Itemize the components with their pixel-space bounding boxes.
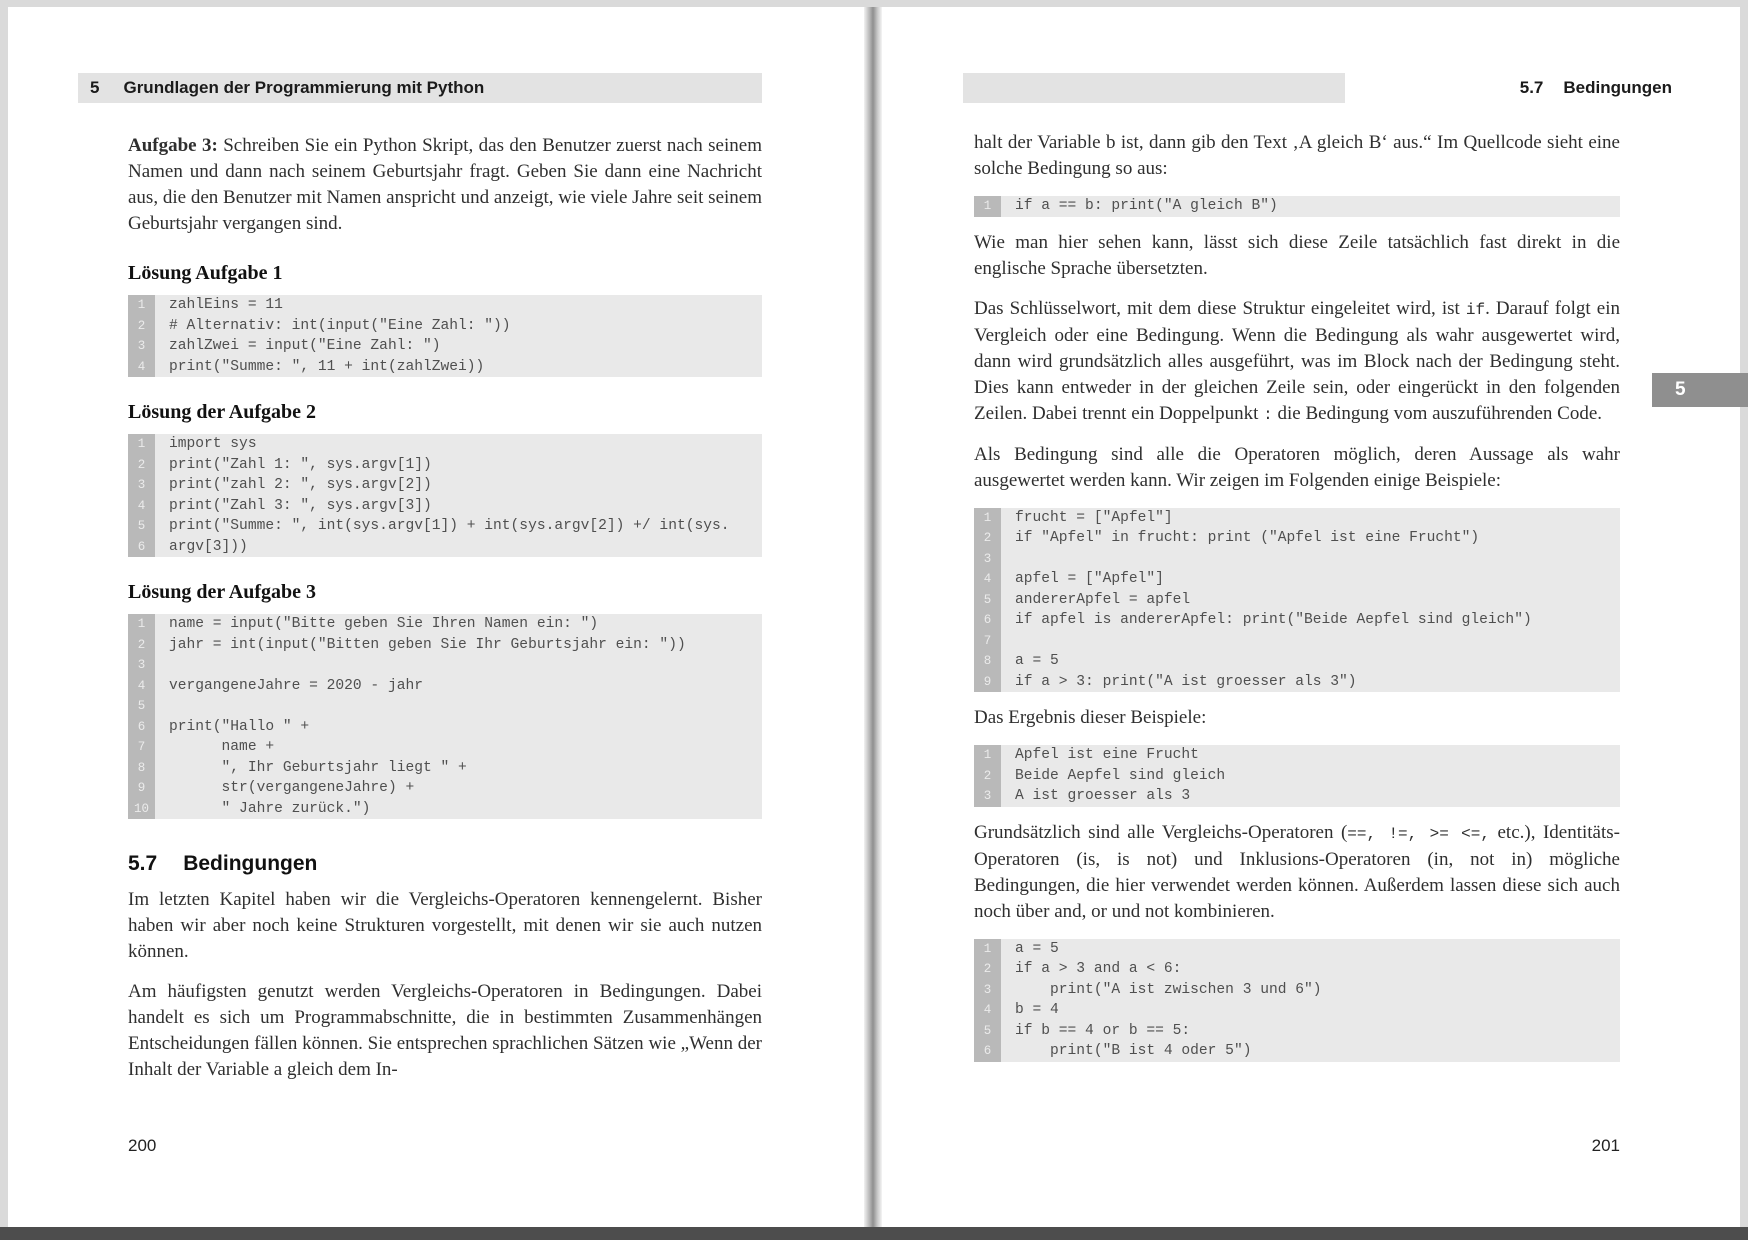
line-number: 4 (128, 357, 155, 378)
text-segment: halt der Variable b ist, dann gib den Text ‚A gleich B‘ aus.“ Im Quellcode sieht eine solche Bedingung so aus: (974, 132, 1620, 179)
line-number: 3 (974, 980, 1001, 1001)
text-segment: Schreiben Sie ein Python Skript, das den Benutzer zuerst nach seinem Namen und dann nach seinem Geburtsjahr fragt. Geben Sie dann eine Nachricht aus, die den Benutzer mit Namen anspricht und anzeigt, wie viele Jahre seit seinem Geburtsjahr vergangen sind. (128, 135, 762, 234)
code-line (974, 549, 1620, 570)
code-text: # Alternativ: int(input("Eine Zahl: ")) (169, 317, 511, 334)
code-block-output (974, 745, 1620, 807)
code-text: argv[3])) (169, 538, 248, 555)
code-line (974, 786, 1620, 807)
text-segment: die Bedingung vom auszuführenden Code. (1272, 402, 1603, 424)
code-line (128, 516, 762, 537)
section-title: Bedingungen (1563, 78, 1672, 97)
inline-code: if (1465, 300, 1486, 319)
code-line (974, 959, 1620, 980)
line-number: 8 (974, 651, 1001, 672)
code-text: zahlZwei = input("Eine Zahl: ") (169, 338, 441, 354)
code-text: a = 5 (1015, 940, 1059, 957)
code-text: jahr = int(input("Bitten geben Sie Ihr Geburtsjahr ein: ")) (169, 636, 686, 653)
code-line (974, 569, 1620, 590)
code-line (974, 196, 1620, 217)
code-line (974, 508, 1620, 529)
code-text: print("zahl 2: ", sys.argv[2]) (169, 477, 432, 493)
code-text: vergangeneJahre = 2020 - jahr (169, 677, 423, 694)
code-line (974, 631, 1620, 652)
code-text: a = 5 (1015, 653, 1059, 669)
code-text: if b == 4 or b == 5: (1015, 1022, 1191, 1039)
paragraph (974, 705, 1620, 731)
code-line (974, 528, 1620, 549)
code-text: ", Ihr Geburtsjahr liegt " + (169, 759, 467, 776)
line-number: 7 (128, 737, 155, 758)
scan-edge-top (0, 0, 1748, 7)
line-number: 4 (128, 496, 155, 517)
code-text: print("B ist 4 oder 5") (1015, 1043, 1252, 1059)
running-header-right (1350, 73, 1672, 103)
chapter-number: 5 (90, 78, 100, 97)
section-number: 5.7 (128, 852, 158, 875)
code-text: import sys (169, 436, 257, 452)
code-text: zahlEins = 11 (169, 297, 283, 313)
paragraph (974, 820, 1620, 925)
paragraph (974, 442, 1620, 494)
code-block-solution-1 (128, 295, 762, 377)
text-segment: Wie man hier sehen kann, lässt sich diese Zeile tatsächlich fast direkt in die englische Sprache übersetzten. (974, 231, 1620, 279)
line-number: 2 (128, 635, 155, 656)
paragraph (974, 296, 1620, 428)
code-text: print("Hallo " + (169, 718, 310, 735)
code-line (974, 980, 1620, 1001)
code-line (128, 737, 762, 758)
text-segment: Das Schlüsselwort, mit dem diese Struktur eingeleitet wird, ist (974, 297, 1466, 319)
text-segment: . Darauf folgt ein Vergleich oder eine Bedingung. Wenn die Bedingung als wahr ausgewertet wird, dann wird grundsätzlich alles ausgeführt, was im Block nach der Bedingung steht. Dies kann entweder in der gleichen Zeile sein, oder eingerückt in den folgenden Zeilen. Dabei trennt ein Doppelpunkt (974, 297, 1620, 424)
line-number: 1 (974, 745, 1001, 766)
inline-code: ==, !=, >= <=, (1347, 824, 1490, 843)
chapter-title: Grundlagen der Programmierung mit Python (123, 78, 485, 97)
code-line (974, 1021, 1620, 1042)
code-line (128, 614, 762, 635)
paragraph (128, 133, 762, 237)
code-text: if apfel is andererApfel: print("Beide Aepfel sind gleich") (1015, 612, 1532, 628)
code-text (1001, 549, 1015, 570)
bold-lead: Aufgabe 3: (128, 135, 224, 156)
line-number: 2 (974, 766, 1001, 787)
code-line (974, 610, 1620, 631)
line-number: 1 (128, 614, 155, 635)
line-number: 6 (128, 537, 155, 558)
running-header-left (78, 73, 762, 103)
line-number: 1 (128, 295, 155, 316)
line-number: 6 (128, 717, 155, 738)
code-line (128, 316, 762, 337)
code-line (128, 336, 762, 357)
text-segment: Grundsätzlich sind alle Vergleichs-Operatoren ( (974, 821, 1348, 843)
page-number-right: 201 (1591, 1136, 1620, 1155)
line-number: 3 (128, 655, 155, 676)
line-number: 3 (128, 336, 155, 357)
code-text: apfel = ["Apfel"] (1015, 571, 1164, 587)
line-number: 4 (974, 1000, 1001, 1021)
line-number: 6 (974, 610, 1001, 631)
code-text: A ist groesser als 3 (1015, 788, 1191, 804)
code-text: b = 4 (1015, 1002, 1059, 1018)
line-number: 1 (974, 939, 1001, 960)
section-heading (128, 851, 762, 877)
code-text (155, 655, 169, 676)
line-number: 2 (974, 959, 1001, 980)
code-block-if-example (974, 196, 1620, 217)
paragraph (128, 887, 762, 965)
code-line (974, 590, 1620, 611)
code-text (155, 696, 169, 717)
text-segment: etc.), Identitäts-Operatoren (is, is not) und Inklusions-Operatoren (in, not in) mögliche Bedingungen, die hier verwendet werden können. Außerdem lassen diese sich auch noch über and, or und not kombinieren. (974, 821, 1620, 922)
line-number: 1 (974, 508, 1001, 529)
chapter-thumb-tab: 5 (1652, 373, 1748, 407)
line-number: 10 (128, 799, 155, 820)
line-number: 3 (974, 549, 1001, 570)
code-line (128, 758, 762, 779)
line-number: 4 (974, 569, 1001, 590)
code-text: if a == b: print("A gleich B") (1015, 198, 1278, 214)
section-number: 5.7 (1519, 78, 1544, 97)
paragraph (974, 130, 1620, 182)
left-page-content (128, 133, 762, 1097)
line-number: 2 (128, 316, 155, 337)
code-text: Apfel ist eine Frucht (1015, 747, 1199, 763)
code-line (974, 1041, 1620, 1062)
code-block-solution-3 (128, 614, 762, 819)
code-line (974, 939, 1620, 960)
code-text: if a > 3 and a < 6: (1015, 961, 1182, 977)
line-number: 8 (128, 758, 155, 779)
code-line (128, 778, 762, 799)
text-segment: Das Ergebnis dieser Beispiele: (974, 707, 1207, 728)
code-line (128, 676, 762, 697)
code-block-and-or (974, 939, 1620, 1062)
solution-heading: Lösung Aufgabe 1 (128, 262, 283, 284)
code-text: name + (169, 739, 275, 755)
paragraph (128, 979, 762, 1083)
code-text: Beide Aepfel sind gleich (1015, 767, 1226, 784)
line-number: 5 (128, 516, 155, 537)
text-segment: Im letzten Kapitel haben wir die Vergleichs-Operatoren kennengelernt. Bisher haben wir aber noch keine Strukturen vorgestellt, mit denen wir sie auch nutzen können. (128, 889, 762, 962)
line-number: 3 (128, 475, 155, 496)
right-page-content (974, 130, 1620, 1075)
code-text: print("Summe: ", int(sys.argv[1]) + int(sys.argv[2]) +/ int(sys. (169, 518, 730, 534)
page-number-left: 200 (128, 1136, 157, 1155)
code-line (974, 1000, 1620, 1021)
code-text: print("Zahl 3: ", sys.argv[3]) (169, 497, 432, 514)
code-text: print("Zahl 1: ", sys.argv[1]) (169, 456, 432, 473)
paragraph (974, 230, 1620, 282)
text-segment: Als Bedingung sind alle die Operatoren möglich, deren Aussage als wahr ausgewertet werden kann. Wir zeigen im Folgenden einige Beispiele: (974, 443, 1620, 491)
code-line (128, 799, 762, 820)
inline-code: : (1263, 405, 1273, 424)
scan-edge-right (1740, 0, 1748, 1240)
code-line (974, 672, 1620, 693)
code-line (128, 455, 762, 476)
code-text: str(vergangeneJahre) + (169, 780, 415, 796)
text-segment: Am häufigsten genutzt werden Vergleichs-Operatoren in Bedingungen. Dabei handelt es sich um Programmabschnitte, die in bestimmten Zusammenhängen Entscheidungen fällen können. Sie entsprechen sprachlichen Sätzen wie „Wenn der Inhalt der Variable a gleich dem In- (128, 981, 762, 1080)
solution-heading: Lösung der Aufgabe 3 (128, 581, 317, 603)
code-line (128, 357, 762, 378)
line-number: 9 (974, 672, 1001, 693)
code-text: " Jahre zurück.") (169, 800, 371, 817)
code-line (128, 475, 762, 496)
line-number: 1 (128, 434, 155, 455)
line-number: 4 (128, 676, 155, 697)
code-line (128, 696, 762, 717)
code-text: andererApfel = apfel (1015, 591, 1191, 608)
code-block-operator-examples (974, 508, 1620, 693)
code-line (128, 537, 762, 558)
line-number: 5 (974, 1021, 1001, 1042)
code-line (128, 635, 762, 656)
solution-heading: Lösung der Aufgabe 2 (128, 401, 317, 423)
code-text: name = input("Bitte geben Sie Ihren Namen ein: ") (169, 616, 599, 632)
code-text: if "Apfel" in frucht: print ("Apfel ist eine Frucht") (1015, 530, 1480, 546)
code-block-solution-2 (128, 434, 762, 557)
code-line (128, 496, 762, 517)
code-text: frucht = ["Apfel"] (1015, 509, 1173, 526)
code-line (974, 745, 1620, 766)
section-title: Bedingungen (183, 852, 318, 875)
line-number: 2 (128, 455, 155, 476)
code-text: print("A ist zwischen 3 und 6") (1015, 981, 1322, 998)
code-line (128, 655, 762, 676)
code-line (128, 434, 762, 455)
scan-edge-bottom (0, 1227, 1748, 1240)
running-header-right-bar (963, 73, 1345, 103)
code-text: if a > 3: print("A ist groesser als 3") (1015, 673, 1357, 690)
code-line (974, 651, 1620, 672)
line-number: 5 (128, 696, 155, 717)
code-text: print("Summe: ", 11 + int(zahlZwei)) (169, 358, 485, 375)
page-gutter-spine (864, 7, 882, 1227)
line-number: 7 (974, 631, 1001, 652)
line-number: 9 (128, 778, 155, 799)
code-line (128, 717, 762, 738)
code-text (1001, 631, 1015, 652)
line-number: 3 (974, 786, 1001, 807)
line-number: 2 (974, 528, 1001, 549)
scan-edge-left (0, 0, 8, 1240)
line-number: 6 (974, 1041, 1001, 1062)
code-line (128, 295, 762, 316)
line-number: 1 (974, 196, 1001, 217)
code-line (974, 766, 1620, 787)
line-number: 5 (974, 590, 1001, 611)
